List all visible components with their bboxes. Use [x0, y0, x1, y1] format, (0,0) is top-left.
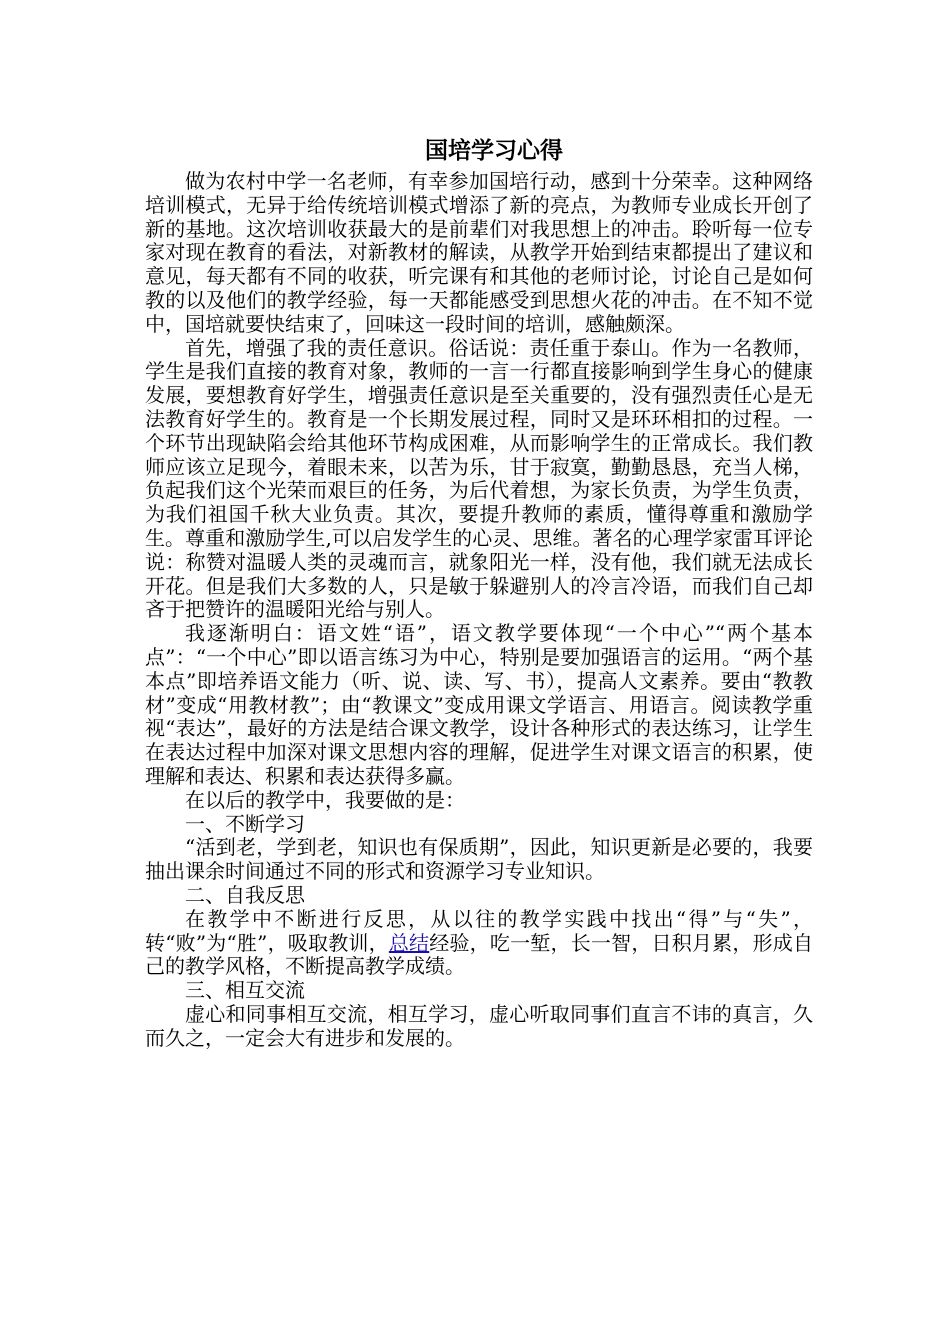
heading-self-reflection: 二、自我反思 — [185, 882, 305, 907]
heading-mutual-exchange: 三、相互交流 — [185, 978, 305, 1003]
paragraph-self-reflection — [145, 908, 813, 979]
document-title: 国培学习心得 — [425, 138, 563, 164]
paragraph-chinese-teaching: 我逐渐明白：语文姓“语”，语文教学要体现“一个中心”“两个基本点”：“一个中心”即以语言练习为中心，特别是要加强语言的运用。“两个基本点”即培养语文能力（听、说、读、写、书），提高人文素养。要由“教教材”变成“用教材教”；由“教课文”变成用课文学语言、用语言。阅读教学重视“表达”，最好的方法是结合课文教学，设计各种形式的表达练习，让学生在表达过程中加深对课文思想内容的理解，促进学生对课文语言的积累，使理解和表达、积累和表达获得多赢。 — [145, 621, 813, 788]
document-page — [145, 130, 813, 1050]
paragraph-continuous-learning: “活到老，学到老，知识也有保质期”，因此，知识更新是必要的，我要抽出课余时间通过不同的形式和资源学习专业知识。 — [145, 835, 813, 884]
paragraph-mutual-exchange: 虚心和同事相互交流，相互学习，虚心听取同事们直言不讳的真言，久而久之，一定会大有进步和发展的。 — [145, 1001, 813, 1050]
paragraph-plan-intro: 在以后的教学中，我要做的是： — [185, 787, 465, 812]
paragraph-intro: 做为农村中学一名老师，有幸参加国培行动，感到十分荣幸。这种网络培训模式，无异于给传统培训模式增添了新的亮点，为教师专业成长开创了新的基地。这次培训收获最大的是前辈们对我思想上的冲击。聆听每一位专家对现在教育的看法，对新教材的解读，从教学开始到结束都提出了建议和意见，每天都有不同的收获，听完课有和其他的老师讨论，讨论自己是如何教的以及他们的教学经验，每一天都能感受到思想火花的冲击。在不知不觉中，国培就要快结束了，回味这一段时间的培训，感触颇深。 — [145, 169, 813, 336]
self-reflection-text-after: 经验，吃一堑，长一智，日积月累，形成自己的教学风格，不断提高教学成绩。 — [145, 930, 814, 979]
self-reflection-text-before: 在教学中不断进行反思，从以往的教学实践中找出“得”与“失”，转“败”为“胜”，吸取教训， — [145, 906, 813, 955]
paragraph-responsibility: 首先，增强了我的责任意识。俗话说：责任重于泰山。作为一名教师，学生是我们直接的教育对象，教师的一言一行都直接影响到学生身心的健康发展，要想教育好学生，增强责任意识是至关重要的，没有强烈责任心是无法教育好学生的。教育是一个长期发展过程，同时又是环环相扣的过程。一个环节出现缺陷会给其他环节构成困难，从而影响学生的正常成长。我们教师应该立足现今，着眼未来，以苦为乐，甘于寂寞，勤勤恳恳，充当人梯，负起我们这个光荣而艰巨的任务，为后代着想，为家长负责，为学生负责，为我们祖国千秋大业负责。其次，要提升教师的素质，懂得尊重和激励学生。尊重和激励学生,可以启发学生的心灵、思维。著名的心理学家雷耳评论说：称赞对温暖人类的灵魂而言，就象阳光一样，没有他，我们就无法成长开花。但是我们大多数的人，只是敏于躲避别人的冷言冷语，而我们自己却吝于把赞许的温暖阳光给与别人。 — [145, 335, 813, 622]
summary-link[interactable]: 总结 — [388, 930, 430, 955]
heading-continuous-learning: 一、不断学习 — [185, 811, 305, 836]
